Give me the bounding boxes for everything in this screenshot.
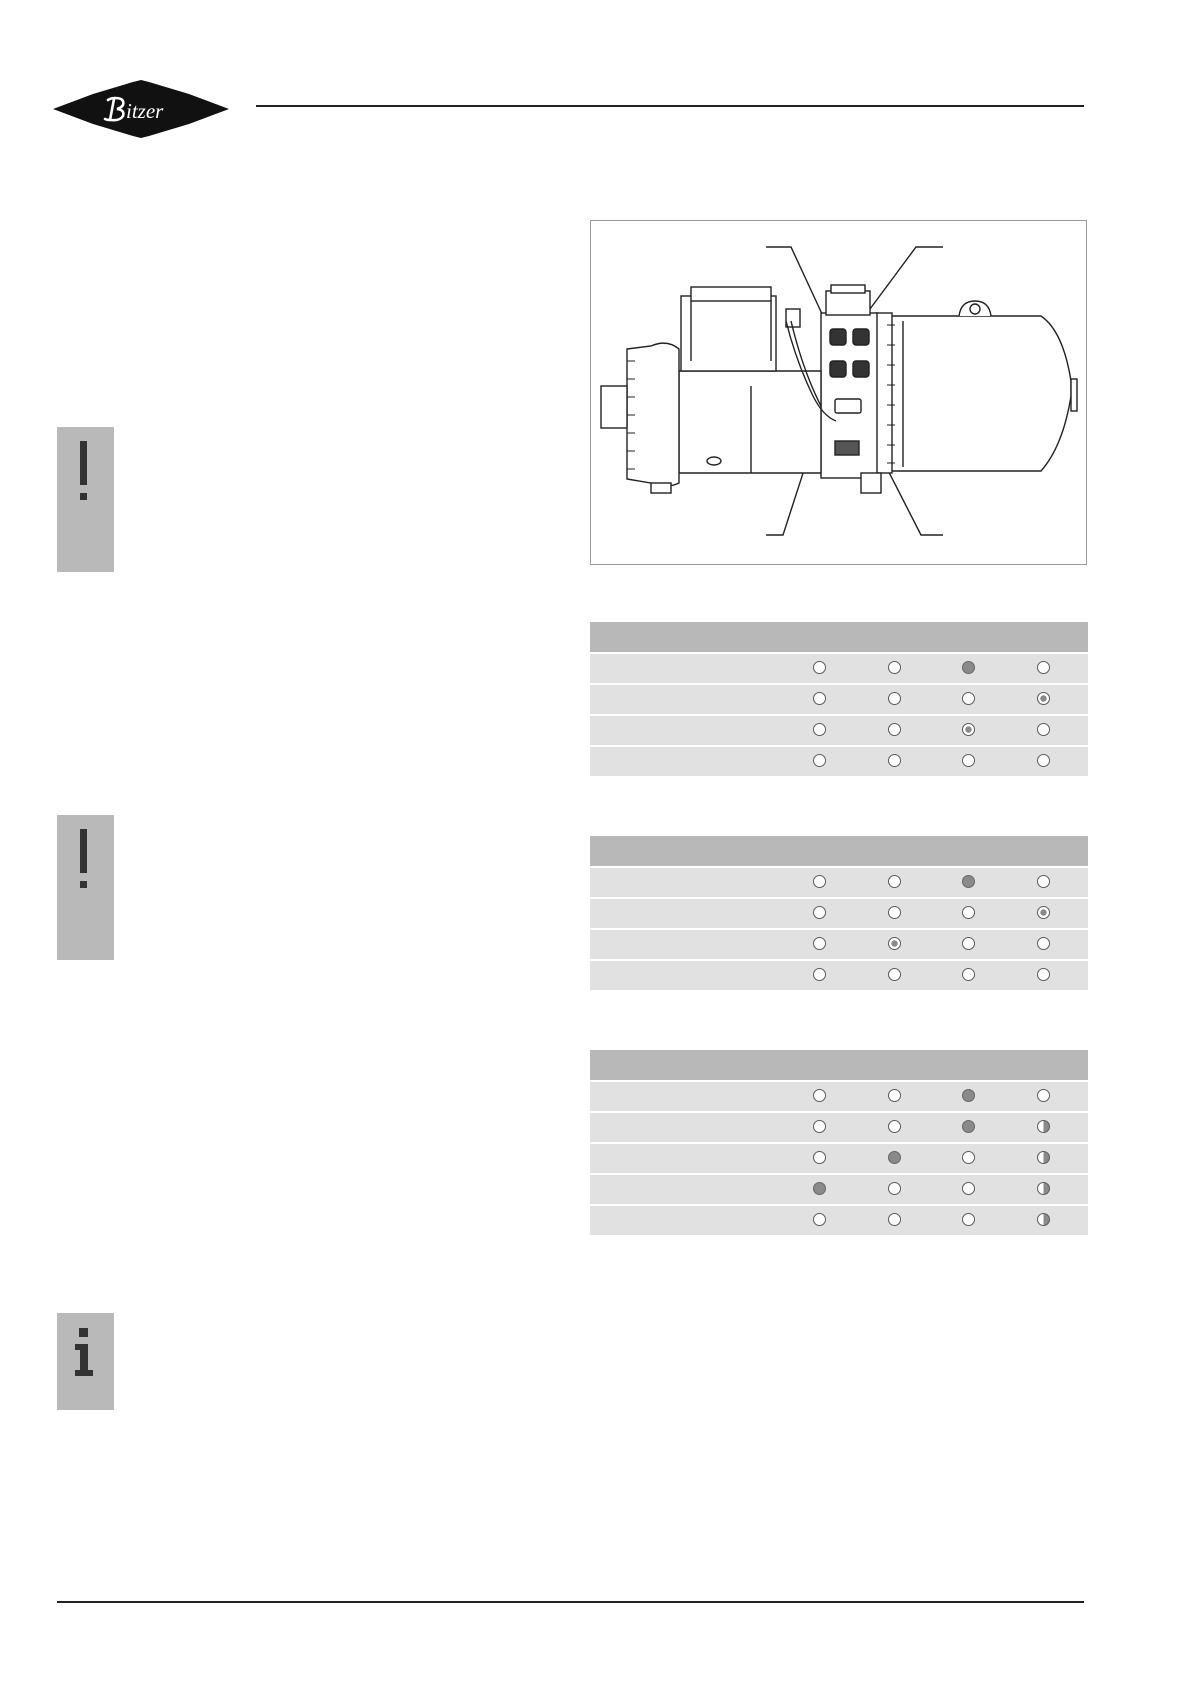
table-row <box>590 1142 1088 1173</box>
info-panel <box>57 1313 114 1410</box>
table-row <box>590 959 1088 990</box>
bitzer-logo <box>53 80 229 138</box>
led-indicator <box>1037 1120 1050 1133</box>
table-row <box>590 652 1088 683</box>
led-indicator <box>962 1182 975 1195</box>
compressor-figure <box>590 220 1087 565</box>
led-indicator <box>888 661 901 674</box>
led-indicator <box>813 968 826 981</box>
table-row <box>590 928 1088 959</box>
table-row <box>590 714 1088 745</box>
led-indicator <box>962 661 975 674</box>
led-indicator <box>962 875 975 888</box>
led-indicator <box>813 1089 826 1102</box>
led-indicator <box>813 1120 826 1133</box>
screw-compressor-drawing-icon <box>591 221 1088 566</box>
led-indicator <box>813 1213 826 1226</box>
svg-text:itzer: itzer <box>126 99 164 123</box>
table-row <box>590 683 1088 714</box>
footer-rule <box>57 1601 1084 1603</box>
info-icon <box>57 1313 114 1410</box>
led-indicator <box>813 1182 826 1195</box>
exclamation-icon <box>57 815 114 960</box>
led-indicator <box>1037 692 1050 705</box>
led-indicator <box>813 937 826 950</box>
led-state-table-3 <box>590 1050 1088 1235</box>
led-indicator <box>962 1213 975 1226</box>
led-indicator <box>1037 875 1050 888</box>
led-indicator <box>1037 1182 1050 1195</box>
led-indicator <box>962 937 975 950</box>
led-indicator <box>888 723 901 736</box>
led-indicator <box>962 906 975 919</box>
led-indicator <box>888 1213 901 1226</box>
led-indicator <box>1037 1213 1050 1226</box>
table-row <box>590 1173 1088 1204</box>
table-header <box>590 622 1088 652</box>
led-indicator <box>813 723 826 736</box>
led-indicator <box>813 1151 826 1164</box>
led-indicator <box>1037 754 1050 767</box>
led-indicator <box>962 1120 975 1133</box>
table-row <box>590 745 1088 776</box>
warning-panel <box>57 815 114 960</box>
led-indicator <box>888 1120 901 1133</box>
bitzer-diamond-logo-icon <box>53 80 229 138</box>
table-row <box>590 1080 1088 1111</box>
led-indicator <box>1037 1151 1050 1164</box>
led-indicator <box>962 1089 975 1102</box>
led-indicator <box>888 875 901 888</box>
table-row <box>590 1111 1088 1142</box>
warning-panel <box>57 427 114 572</box>
table-row <box>590 866 1088 897</box>
led-indicator <box>888 906 901 919</box>
led-indicator <box>888 1151 901 1164</box>
led-indicator <box>1037 968 1050 981</box>
table-row <box>590 897 1088 928</box>
led-indicator <box>1037 1089 1050 1102</box>
led-indicator <box>962 754 975 767</box>
led-indicator <box>1037 906 1050 919</box>
led-indicator <box>888 754 901 767</box>
led-indicator <box>1037 723 1050 736</box>
led-indicator <box>962 692 975 705</box>
led-indicator <box>962 1151 975 1164</box>
led-indicator <box>1037 661 1050 674</box>
led-indicator <box>888 968 901 981</box>
led-indicator <box>813 661 826 674</box>
led-indicator <box>888 937 901 950</box>
led-indicator <box>1037 937 1050 950</box>
led-indicator <box>962 968 975 981</box>
led-indicator <box>813 906 826 919</box>
led-indicator <box>813 875 826 888</box>
table-header <box>590 1050 1088 1080</box>
led-state-table-2 <box>590 836 1088 990</box>
led-indicator <box>888 692 901 705</box>
header-rule <box>256 105 1084 107</box>
exclamation-icon <box>57 427 114 572</box>
led-indicator <box>888 1182 901 1195</box>
led-indicator <box>962 723 975 736</box>
led-indicator <box>813 754 826 767</box>
table-row <box>590 1204 1088 1235</box>
led-indicator <box>813 692 826 705</box>
table-header <box>590 836 1088 866</box>
led-indicator <box>888 1089 901 1102</box>
led-state-table-1 <box>590 622 1088 776</box>
